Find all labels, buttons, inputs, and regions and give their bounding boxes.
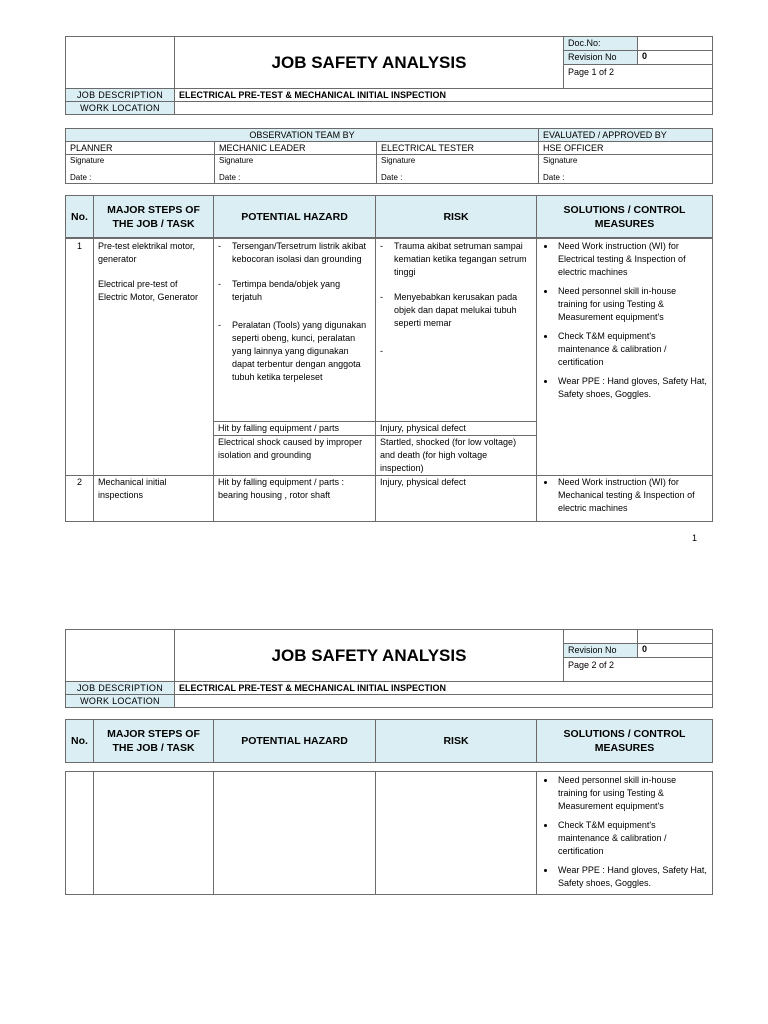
table-row xyxy=(66,476,713,522)
list-item: • Need Work instruction (WI) for Mechanical testing & Inspection of electric machines xyxy=(556,476,708,515)
job-description-value: ELECTRICAL PRE-TEST & MECHANICAL INITIAL INSPECTION xyxy=(175,682,713,695)
page1-title: JOB SAFETY ANALYSIS xyxy=(175,37,564,89)
logo-cell xyxy=(66,37,175,89)
page2-solutions xyxy=(537,772,713,895)
list-item: • Need personnel skill in-house training for using Testing & Measurement equipment's xyxy=(556,285,708,324)
list-item: • Wear PPE : Hand gloves, Safety Hat, Safety shoes, Goggles. xyxy=(556,864,708,890)
row1-solutions xyxy=(537,238,713,476)
header-steps: MAJOR STEPS OF THE JOB / TASK xyxy=(94,196,214,239)
row2-hazard: Hit by falling equipment / parts : bearing housing , rotor shaft xyxy=(214,476,376,522)
list-item: • Need Work instruction (WI) for Electrical testing & Inspection of electric machines xyxy=(556,240,708,279)
revision-label: Revision No xyxy=(564,50,638,64)
row2-no: 2 xyxy=(66,476,94,522)
work-location-label: WORK LOCATION xyxy=(66,102,175,115)
list-item: • Wear PPE : Hand gloves, Safety Hat, Safety shoes, Goggles. xyxy=(556,375,708,401)
signature-label: Signature xyxy=(381,156,416,165)
page2-hazard xyxy=(214,772,376,895)
header-steps: MAJOR STEPS OF THE JOB / TASK xyxy=(94,720,214,763)
signature-label: Signature xyxy=(219,156,254,165)
row1-hazard-en-1: Hit by falling equipment / parts xyxy=(214,422,376,436)
header-solutions: SOLUTIONS / CONTROL MEASURES xyxy=(537,720,713,763)
revision-label: Revision No xyxy=(564,643,638,657)
role-electrical-tester: ELECTRICAL TESTER xyxy=(377,142,539,155)
page2-title: JOB SAFETY ANALYSIS xyxy=(175,630,564,682)
date-label: Date : xyxy=(219,173,241,182)
row1-risk-en-1: Injury, physical defect xyxy=(376,422,537,436)
signature-cell xyxy=(66,155,215,184)
date-label: Date : xyxy=(543,173,565,182)
page2-no xyxy=(66,772,94,895)
role-planner: PLANNER xyxy=(66,142,215,155)
doc-no-label: Doc.No: xyxy=(564,37,638,51)
row1-risk-en-2: Startled, shocked (for low voltage) and death (for high voltage inspection) xyxy=(376,436,537,476)
list-item: - Tertimpa benda/objek yang terjatuh xyxy=(218,279,341,302)
header-no: No. xyxy=(66,720,94,763)
header-no: No. xyxy=(66,196,94,239)
list-item: • Check T&M equipment's maintenance & calibration / certification xyxy=(556,819,708,858)
list-item: - Tersengan/Tersetrum listrik akibat kebocoran isolasi dan grounding xyxy=(218,241,367,264)
list-item: • Need personnel skill in-house training for using Testing & Measurement equipment's xyxy=(556,774,708,813)
work-location-value xyxy=(175,102,713,115)
table-row xyxy=(66,238,713,422)
list-item: - Trauma akibat setruman sampai kematian ketika tegangan setrum tinggi xyxy=(380,241,527,277)
row2-risk: Injury, physical defect xyxy=(376,476,537,522)
doc-no-value xyxy=(638,37,713,51)
logo-cell xyxy=(66,630,175,682)
list-item: - Peralatan (Tools) yang digunakan seperti obeng, kunci, peralatan yang lainnya yang digunakan dapat terbentur dengan anggota tubuh ketika terpeleset xyxy=(218,320,367,382)
header-risk: RISK xyxy=(376,720,537,763)
row1-step-id: Pre-test elektrikal motor, generator xyxy=(98,241,196,264)
row1-risks xyxy=(376,238,537,422)
page2-step xyxy=(94,772,214,895)
signature-cell xyxy=(215,155,377,184)
page-number: 1 xyxy=(692,533,698,543)
role-mechanic-leader: MECHANIC LEADER xyxy=(215,142,377,155)
signature-label: Signature xyxy=(543,156,578,165)
page2-page-label: Page 2 of 2 xyxy=(564,657,713,681)
page1-analysis-table xyxy=(65,237,713,522)
signature-label: Signature xyxy=(70,156,105,165)
header-hazard: POTENTIAL HAZARD xyxy=(214,196,376,239)
page2-header-table xyxy=(65,629,713,708)
row1-hazards xyxy=(214,238,376,422)
revision-value: 0 xyxy=(638,50,713,64)
page1-header-table xyxy=(65,36,713,115)
job-description-label: JOB DESCRIPTION xyxy=(66,89,175,102)
job-description-label: JOB DESCRIPTION xyxy=(66,682,175,695)
signature-cell xyxy=(377,155,539,184)
header-risk: RISK xyxy=(376,196,537,239)
row2-solutions xyxy=(537,476,713,522)
page2-analysis-table xyxy=(65,771,713,895)
header-hazard: POTENTIAL HAZARD xyxy=(214,720,376,763)
observation-team-label: OBSERVATION TEAM BY xyxy=(66,129,539,142)
header-solutions: SOLUTIONS / CONTROL MEASURES xyxy=(537,196,713,239)
date-label: Date : xyxy=(70,173,92,182)
page1-column-headers xyxy=(65,195,713,239)
row1-step xyxy=(94,238,214,476)
row1-no: 1 xyxy=(66,238,94,476)
revision-value: 0 xyxy=(638,643,713,657)
signature-cell xyxy=(539,155,713,184)
page2-column-headers xyxy=(65,719,713,763)
list-item: - xyxy=(380,346,383,356)
row1-hazard-en-2: Electrical shock caused by improper isolation and grounding xyxy=(214,436,376,476)
work-location-value xyxy=(175,695,713,708)
row1-step-en: Electrical pre-test of Electric Motor, Generator xyxy=(98,279,199,302)
role-hse-officer: HSE OFFICER xyxy=(539,142,713,155)
job-description-value: ELECTRICAL PRE-TEST & MECHANICAL INITIAL INSPECTION xyxy=(175,89,713,102)
page2-empty-cell xyxy=(564,630,638,644)
date-label: Date : xyxy=(381,173,403,182)
evaluated-label: EVALUATED / APPROVED BY xyxy=(539,129,713,142)
list-item: - Menyebabkan kerusakan pada objek dan dapat melukai tubuh seperti memar xyxy=(380,292,518,328)
work-location-label: WORK LOCATION xyxy=(66,695,175,708)
observation-team-table xyxy=(65,128,713,184)
page2-risk xyxy=(376,772,537,895)
page2-empty-cell xyxy=(638,630,713,644)
row2-step: Mechanical initial inspections xyxy=(94,476,214,522)
table-row xyxy=(66,772,713,895)
list-item: • Check T&M equipment's maintenance & calibration / certification xyxy=(556,330,708,369)
page1-page-label: Page 1 of 2 xyxy=(564,64,713,88)
